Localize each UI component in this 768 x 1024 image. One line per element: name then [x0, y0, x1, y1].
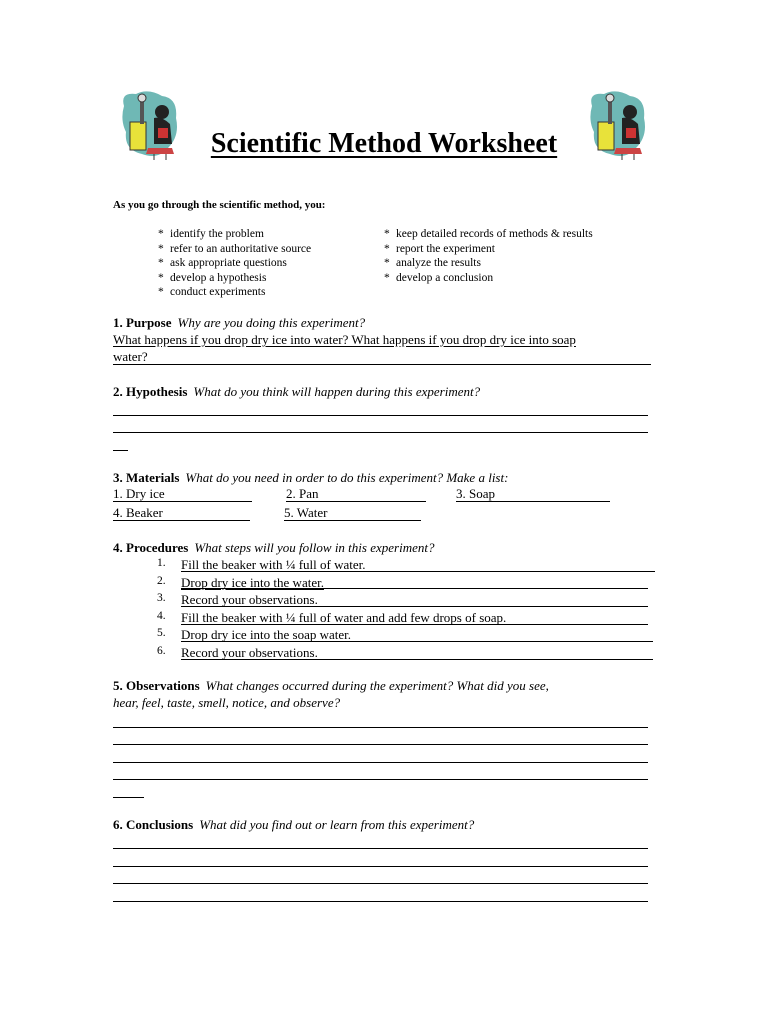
bullet-list-left — [158, 227, 311, 300]
procedure-step: 6. Record your observations. — [157, 645, 318, 660]
list-item: * report the experiment — [384, 242, 495, 255]
list-item: * keep detailed records of methods & results — [384, 228, 593, 240]
answer-line — [113, 866, 648, 867]
materials-list — [0, 487, 768, 527]
answer-line — [113, 883, 648, 884]
procedure-steps — [157, 557, 657, 667]
answer-line — [113, 450, 128, 451]
procedure-step: 1. Fill the beaker with ¼ full of water. — [157, 557, 366, 572]
page-title: Scientific Method Worksheet — [210, 128, 558, 159]
answer-line — [113, 727, 648, 728]
material-item: 5. Water — [284, 506, 421, 521]
material-item: 1. Dry ice — [113, 487, 252, 502]
material-item: 4. Beaker — [113, 506, 250, 521]
procedures-heading: 4. Procedures What steps will you follow in this experiment? — [113, 540, 435, 555]
procedure-step: 4. Fill the beaker with ¼ full of water and add few drops of soap. — [157, 609, 507, 625]
observations-heading: 5. Observations What changes occurred during the experiment? What did you see, — [113, 678, 549, 693]
answer-line — [181, 624, 648, 625]
purpose-answer-cont: water? — [113, 349, 148, 364]
purpose-heading: 1. Purpose Why are you doing this experiment? — [113, 315, 366, 330]
conclusions-heading: 6. Conclusions What did you find out or learn from this experiment? — [113, 817, 475, 832]
observations-prompt-cont: hear, feel, taste, smell, notice, and observe? — [113, 695, 341, 710]
hypothesis-heading: 2. Hypothesis What do you think will happen during this experiment? — [113, 384, 481, 399]
list-item: * refer to an authoritative source — [158, 242, 312, 255]
list-item: * develop a conclusion — [384, 271, 494, 284]
list-item: * ask appropriate questions — [158, 257, 287, 270]
answer-line — [113, 432, 648, 433]
procedure-step: 5. Drop dry ice into the soap water. — [157, 627, 352, 643]
procedure-step: 3. Record your observations. — [157, 592, 318, 608]
procedure-step: 2. Drop dry ice into the water. — [157, 574, 324, 590]
answer-line — [181, 641, 653, 642]
bullet-list-right — [384, 227, 593, 285]
answer-line — [181, 571, 655, 572]
material-item: 2. Pan — [286, 487, 426, 502]
answer-line — [113, 848, 648, 849]
list-item: * conduct experiments — [158, 286, 266, 299]
answer-line — [181, 659, 653, 660]
materials-heading: 3. Materials What do you need in order to do this experiment? Make a list: — [113, 470, 509, 485]
purpose-answer: What happens if you drop dry ice into water? What happens if you drop dry ice into soap — [113, 332, 576, 347]
answer-line — [113, 415, 648, 416]
answer-line — [113, 901, 648, 902]
answer-line — [113, 744, 648, 745]
answer-line — [113, 762, 648, 763]
list-item: * identify the problem — [158, 228, 264, 240]
answer-line — [113, 797, 144, 798]
answer-line — [181, 588, 648, 589]
material-item: 3. Soap — [456, 487, 610, 502]
list-item: * develop a hypothesis — [158, 271, 267, 284]
answer-line — [181, 606, 648, 607]
answer-line — [113, 779, 648, 780]
list-item: * analyze the results — [384, 257, 481, 270]
intro-text: As you go through the scientific method, you: — [113, 199, 326, 211]
answer-line — [113, 364, 651, 365]
